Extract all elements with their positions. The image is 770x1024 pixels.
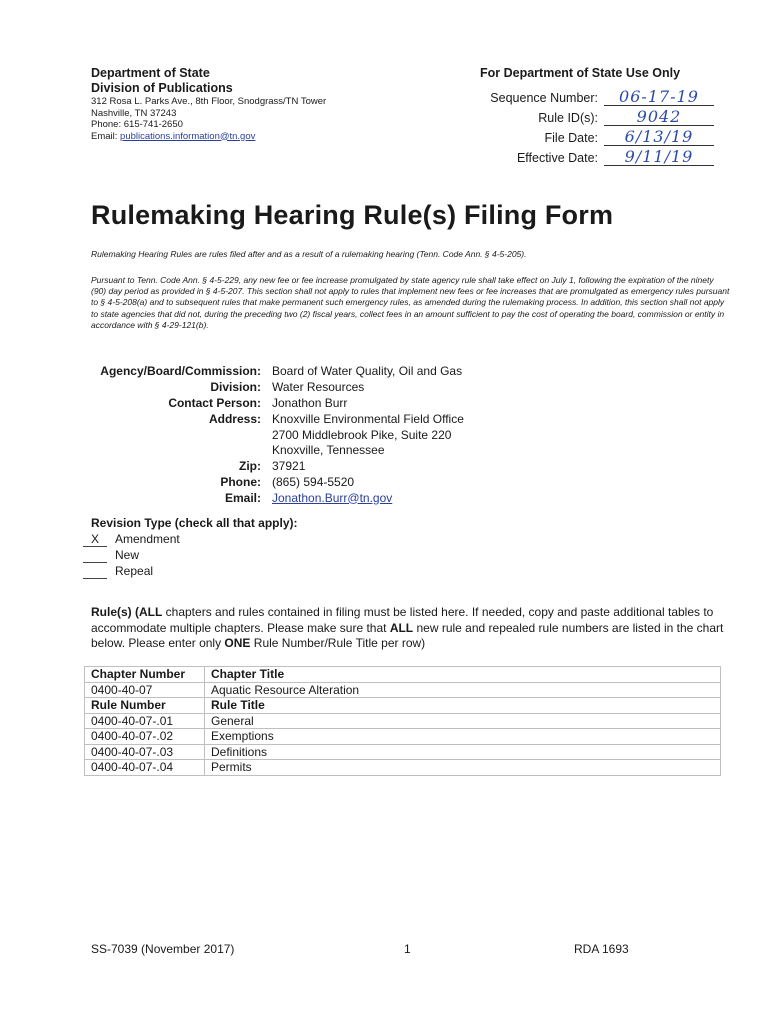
email-label: Email: xyxy=(224,490,261,505)
department-phone: Phone: 615-741-2650 xyxy=(91,119,183,130)
zip-value: 37921 xyxy=(272,458,306,473)
department-block xyxy=(91,66,391,142)
department-city: Nashville, TN 37243 xyxy=(91,107,177,119)
sequence-number-value: 06-17-19 xyxy=(619,87,699,106)
chapter-header-row xyxy=(85,667,721,683)
sequence-number-line xyxy=(604,105,714,106)
rules-intro-part4: Rule Number/Rule Title per row) xyxy=(250,636,426,650)
division-name: Division of Publications xyxy=(91,81,233,95)
rule-number-cell: 0400-40-07-.04 xyxy=(85,760,205,776)
department-name: Department of State xyxy=(91,66,210,80)
rules-instructions xyxy=(91,605,731,652)
rule-title-cell: General xyxy=(205,713,721,729)
division-row xyxy=(91,380,731,396)
department-email-label: Email: xyxy=(91,130,121,142)
revision-new xyxy=(91,548,298,564)
phone-row xyxy=(91,475,731,491)
sequence-number-label: Sequence Number: xyxy=(490,91,598,105)
department-email-line xyxy=(91,131,391,143)
effective-date-value: 9/11/19 xyxy=(624,147,694,166)
effective-date-label: Effective Date: xyxy=(516,151,598,165)
rule-number-cell: 0400-40-07-.02 xyxy=(85,729,205,745)
rule-id-value: 9042 xyxy=(636,107,682,126)
contact-email-link[interactable]: Jonathon.Burr@tn.gov xyxy=(272,490,393,505)
phone-label: Phone: xyxy=(220,474,261,489)
rule-header-row xyxy=(85,698,721,714)
rule-id-label: Rule ID(s): xyxy=(538,111,598,125)
footer-rda: RDA 1693 xyxy=(574,942,629,956)
rule-title-header: Rule Title xyxy=(205,698,721,714)
rule-number-cell: 0400-40-07-.03 xyxy=(85,744,205,760)
rules-intro-part2: chapters and rules contained in filing must be listed here. If needed, copy and paste additional tables to accommodate multiple chapters. Please make sure that xyxy=(91,605,714,635)
chapter-title-header: Chapter Title xyxy=(205,667,721,683)
rules-intro-bold3: ONE xyxy=(224,636,251,650)
revision-type xyxy=(91,516,298,580)
address-label: Address: xyxy=(208,412,261,426)
address-row xyxy=(91,412,731,459)
rules-intro-bold1: ALL xyxy=(139,605,163,619)
file-date-row xyxy=(470,128,720,148)
rule-title-cell: Exemptions xyxy=(205,729,721,745)
department-email-link[interactable]: publications.information@tn.gov xyxy=(120,130,256,142)
agency-value: Board of Water Quality, Oil and Gas xyxy=(272,364,463,378)
rule-number-cell: 0400-40-07-.01 xyxy=(85,713,205,729)
address-line-3: Knoxville, Tennessee xyxy=(272,443,385,457)
file-date-line xyxy=(604,145,714,146)
chapter-number-cell: 0400-40-07 xyxy=(85,682,205,698)
chapter-row xyxy=(85,682,721,698)
revision-title: Revision Type (check all that apply): xyxy=(91,516,298,530)
address-line-1: Knoxville Environmental Field Office xyxy=(272,412,464,426)
footer-page-number: 1 xyxy=(404,942,411,956)
new-label: New xyxy=(115,548,140,562)
contact-label: Contact Person: xyxy=(168,396,261,410)
address-line-2: 2700 Middlebrook Pike, Suite 220 xyxy=(272,427,452,442)
repeal-checkbox[interactable] xyxy=(83,565,107,579)
rules-intro-part1: Rule(s) ( xyxy=(91,605,139,619)
rules-intro-part3: new rule and repealed rule numbers are listed in the chart below. Please enter only xyxy=(91,620,724,650)
sequence-number-row xyxy=(470,88,720,108)
chapter-title-cell: Aquatic Resource Alteration xyxy=(205,682,721,698)
page-subtitle: Rulemaking Hearing Rules are rules filed after and as a result of a rulemaking hearing (Tenn. Code Ann. § 4-5-205). xyxy=(91,249,527,259)
revision-repeal xyxy=(91,564,298,580)
state-use-fields xyxy=(470,88,720,168)
amendment-label: Amendment xyxy=(115,532,180,546)
state-use-heading: For Department of State Use Only xyxy=(480,66,681,80)
new-checkbox[interactable] xyxy=(83,549,107,563)
agency-info xyxy=(91,364,731,507)
rule-id-row xyxy=(470,108,720,128)
table-row xyxy=(85,760,721,776)
department-address: 312 Rosa L. Parks Ave., 8th Floor, Snodgrass/TN Tower xyxy=(91,96,327,107)
contact-value: Jonathon Burr xyxy=(272,396,348,410)
phone-value: (865) 594-5520 xyxy=(272,474,355,489)
file-date-value: 6/13/19 xyxy=(624,127,694,146)
division-value: Water Resources xyxy=(272,380,365,394)
footer-form-number: SS-7039 (November 2017) xyxy=(91,942,235,956)
chapter-number-header: Chapter Number xyxy=(85,667,205,683)
email-row xyxy=(91,491,731,507)
table-row xyxy=(85,713,721,729)
agency-label: Agency/Board/Commission: xyxy=(100,364,261,378)
rule-id-line xyxy=(604,125,714,126)
amendment-checkbox[interactable]: X xyxy=(83,533,107,547)
fee-notice: Pursuant to Tenn. Code Ann. § 4-5-229, any new fee or fee increase promulgated by state agency rule shall take effect on July 1, following the expiration of the ninety (90) day period as provided in § 4-5-207. This section shall not apply to rules that implement new fees or fee increases that are promulgated as emergency rules pursuant to § 4-5-208(a) and to subsequent rules that make permanent such emergency rules, as amended during the rulemaking process. In addition, this section shall not apply to state agencies that did not, during the preceding two (2) fiscal years, collect fees in an amount sufficient to pay the cost of operating the board, commission or entity in accordance with § 4-29-121(b). xyxy=(91,275,730,330)
rule-title-cell: Permits xyxy=(205,760,721,776)
revision-amendment xyxy=(91,532,298,548)
effective-date-row xyxy=(470,148,720,168)
table-row xyxy=(85,729,721,745)
rules-intro-bold2: ALL xyxy=(389,620,414,635)
division-label: Division: xyxy=(210,380,261,394)
repeal-label: Repeal xyxy=(115,564,154,578)
rule-number-header: Rule Number xyxy=(85,698,205,714)
file-date-label: File Date: xyxy=(544,131,598,145)
table-row xyxy=(85,744,721,760)
rule-title-cell: Definitions xyxy=(205,744,721,760)
page-title: Rulemaking Hearing Rule(s) Filing Form xyxy=(91,200,614,230)
contact-row xyxy=(91,396,731,412)
agency-row xyxy=(91,364,731,380)
effective-date-line xyxy=(604,165,714,166)
zip-label: Zip: xyxy=(239,458,261,473)
rules-table xyxy=(84,666,721,776)
zip-row xyxy=(91,459,731,475)
